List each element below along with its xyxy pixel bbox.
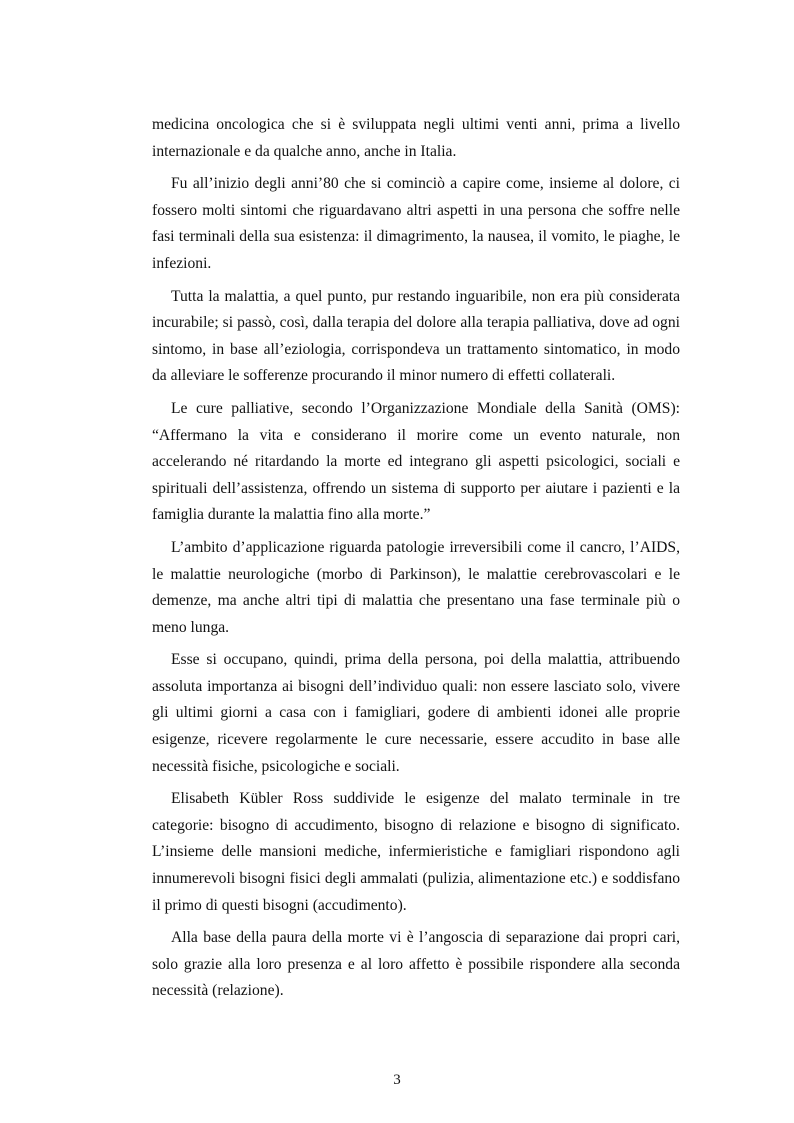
paragraph-continuation: medicina oncologica che si è sviluppata negli ultimi venti anni, prima a livello internazionale e da qualche anno, anche in Italia. <box>152 116 680 160</box>
page-number: 3 <box>393 1072 401 1088</box>
paragraph-separation: Alla base della paura della morte vi è l’angoscia di separazione dai propri cari, solo grazie alla loro presenza e al loro affetto è possibile rispondere alla seconda necessità (relazione). <box>152 929 680 1000</box>
paragraph-oms-definition: Le cure palliative, secondo l’Organizzazione Mondiale della Sanità (OMS): “Affermano la vita e considerano il morire come un evento naturale, non accelerando né ritardando la morte ed integrano gli aspetti psicologici, sociali e spirituali dell’assistenza, offrendo un sistema di supporto per aiutare i pazienti e la famiglia durante la malattia fino alla morte.” <box>152 399 680 524</box>
document-body <box>152 112 680 1011</box>
paragraph-needs: Esse si occupano, quindi, prima della persona, poi della malattia, attribuendo assoluta importanza ai bisogni dell’individuo quali: non essere lasciato solo, vivere gli ultimi giorni a casa con i famigliari, godere di ambienti idonei alle proprie esigenze, ricevere regolarmente le cure necessarie, essere accudito in base alle necessità fisiche, psicologiche e sociali. <box>152 651 680 775</box>
paragraph-scope: L’ambito d’applicazione riguarda patologie irreversibili come il cancro, l’AIDS, le malattie neurologiche (morbo di Parkinson), le malattie cerebrovascolari e le demenze, ma anche altri tipi di malattia che presentano una fase terminale più o meno lunga. <box>152 538 680 636</box>
paragraph-kubler-ross: Elisabeth Kübler Ross suddivide le esigenze del malato terminale in tre categorie: bisogno di accudimento, bisogno di relazione e bisogno di significato. L’insieme delle mansioni mediche, infermieristiche e famigliari rispondono agli innumerevoli bisogni fisici degli ammalati (pulizia, alimentazione etc.) e soddisfano il primo di questi bisogni (accudimento). <box>152 790 680 914</box>
paragraph-palliative-origins: Fu all’inizio degli anni’80 che si cominciò a capire come, insieme al dolore, ci fossero molti sintomi che riguardavano altri aspetti in una persona che soffre nelle fasi terminali della sua esistenza: il dimagrimento, la nausea, il vomito, le piaghe, le infezioni. <box>152 175 680 272</box>
paragraph-palliative-therapy: Tutta la malattia, a quel punto, pur restando inguaribile, non era più considerata incurabile; si passò, così, dalla terapia del dolore alla terapia palliativa, dove ad ogni sintomo, in base all’eziologia, corrispondeva un trattamento sintomatico, in modo da alleviare le sofferenze procurando il minor numero di effetti collaterali. <box>152 287 680 385</box>
